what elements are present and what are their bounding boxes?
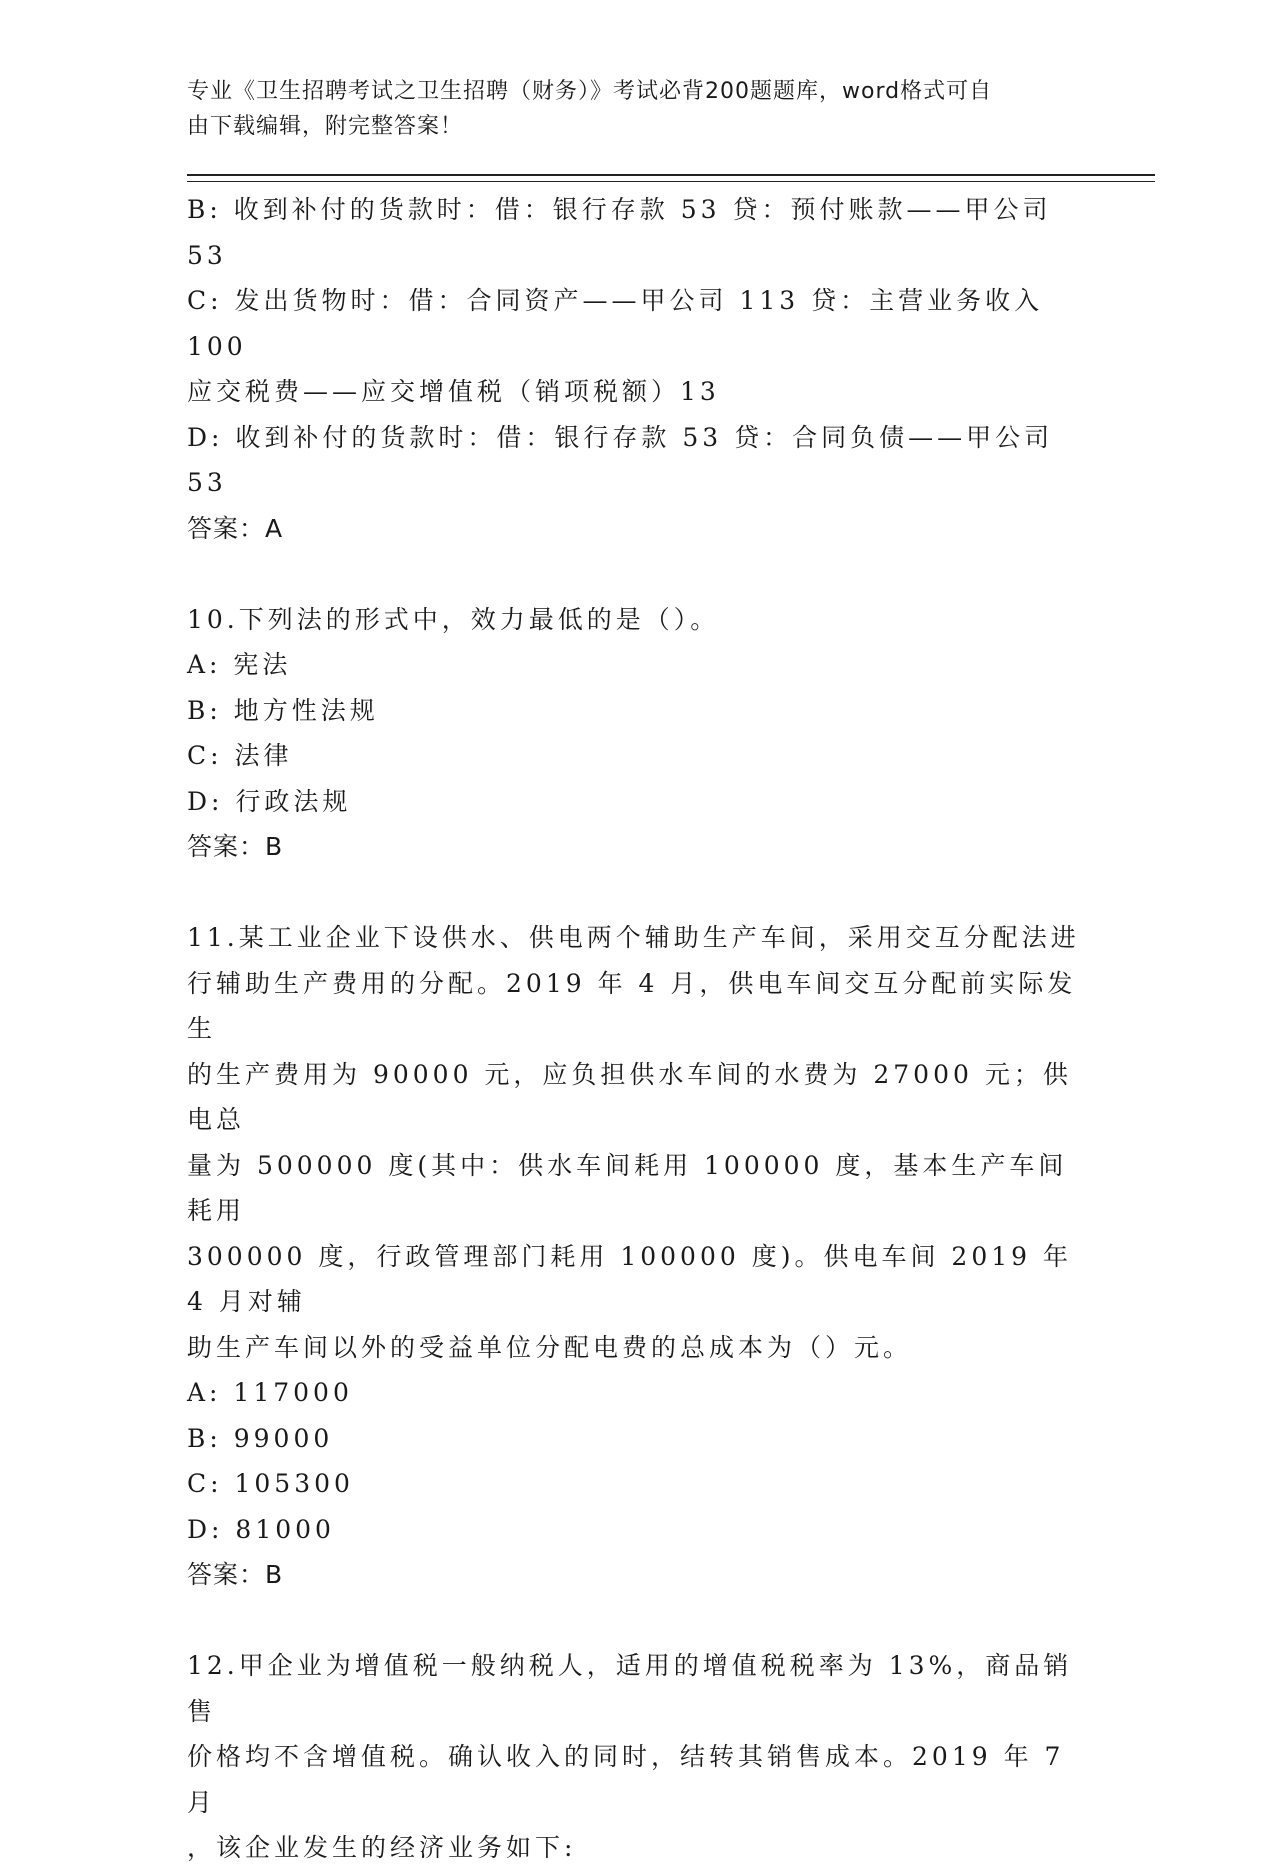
question-text: 的生产费用为 90000 元，应负担供水车间的水费为 27000 元；供电总 — [187, 1059, 1072, 1134]
option-a: A: 宪法 — [187, 650, 292, 679]
question-text: 11.某工业企业下设供水、供电两个辅助生产车间，采用交互分配法进 — [187, 923, 1080, 952]
question-text: 行辅助生产费用的分配。2019 年 4 月，供电车间交互分配前实际发生 — [187, 968, 1077, 1043]
header-divider — [187, 174, 1155, 176]
answer-label: 答案：A — [187, 513, 284, 543]
document-header — [187, 74, 1067, 144]
option-d: D: 81000 — [187, 1514, 335, 1544]
question-text: 量为 500000 度(其中：供水车间耗用 100000 度，基本生产车间耗用 — [187, 1150, 1068, 1225]
question-text: 价格均不含增值税。确认收入的同时，结转其销售成本。2019 年 7 月 — [187, 1742, 1077, 1817]
option-d: D: 行政法规 — [187, 786, 352, 816]
question-text: 12.甲企业为增值税一般纳税人，适用的增值税税率为 13%，商品销售 — [187, 1651, 1073, 1726]
question-text: 10.下列法的形式中，效力最低的是（）。 — [187, 604, 720, 634]
spacer — [187, 1598, 1087, 1644]
option-b: B: 地方性法规 — [187, 695, 379, 725]
question-10 — [187, 597, 1087, 870]
question-11 — [187, 915, 1087, 1598]
question-12 — [187, 1643, 1087, 1871]
option-c: C: 发出货物时：借：合同资产——甲公司 113 贷：主营业务收入 100 — [187, 286, 1056, 361]
header-line: 由下载编辑，附完整答案！ — [187, 114, 464, 139]
answer-label: 答案：B — [187, 1560, 284, 1589]
document-body — [187, 187, 1087, 1871]
option-b: B: 收到补付的货款时：借：银行存款 53 贷：预付账款——甲公司 53 — [187, 195, 1064, 270]
spacer — [187, 870, 1087, 916]
question-text: 300000 度，行政管理部门耗用 100000 度)。供电车间 2019 年 4 月对辅 — [187, 1241, 1084, 1316]
question-text: 助生产车间以外的受益单位分配电费的总成本为（）元。 — [187, 1332, 913, 1362]
question-9-continued — [187, 187, 1087, 551]
question-text: ，该企业发生的经济业务如下: — [187, 1833, 577, 1862]
option-c: C: 105300 — [187, 1469, 354, 1498]
option-c: C: 法律 — [187, 741, 293, 770]
spacer — [187, 551, 1087, 597]
option-d: D: 收到补付的货款时：借：银行存款 53 贷：合同负债——甲公司 53 — [187, 422, 1066, 497]
header-line: 专业《卫生招聘考试之卫生招聘（财务）》考试必背200题题库，word格式可自 — [187, 79, 993, 104]
option-c-continued: 应交税费——应交增值税（销项税额）13 — [187, 377, 720, 406]
header-divider-thin — [187, 181, 1155, 182]
answer-label: 答案：B — [187, 832, 284, 861]
option-b: B: 99000 — [187, 1423, 334, 1453]
option-a: A: 117000 — [187, 1378, 353, 1407]
